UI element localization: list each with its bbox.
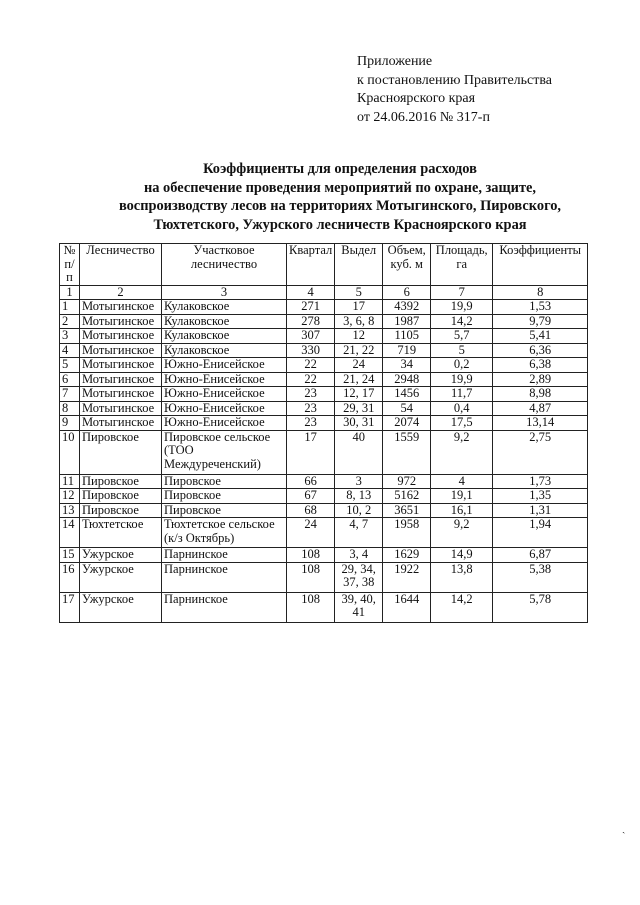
cell-volume: 1559: [383, 430, 431, 474]
cell-district-forestry: Парнинское: [162, 548, 287, 563]
cell-forestry: Мотыгинское: [80, 343, 162, 358]
column-index: 6: [383, 285, 431, 300]
cell-district-forestry: Парнинское: [162, 592, 287, 622]
scan-mark: ˎ: [622, 823, 626, 834]
cell-allotment: 3: [335, 474, 383, 489]
cell-forestry: Мотыгинское: [80, 314, 162, 329]
cell-volume: 972: [383, 474, 431, 489]
cell-district-forestry: Южно-Енисейское: [162, 387, 287, 402]
cell-row-number: 3: [60, 329, 80, 344]
header-quarter: Квартал: [287, 244, 335, 286]
cell-quarter: 22: [287, 358, 335, 373]
cell-forestry: Пировское: [80, 430, 162, 474]
cell-forestry: Мотыгинское: [80, 387, 162, 402]
cell-area: 17,5: [431, 416, 493, 431]
cell-coefficient: 6,38: [493, 358, 588, 373]
table-row: [60, 372, 588, 387]
cell-coefficient: 1,31: [493, 503, 588, 518]
cell-row-number: 9: [60, 416, 80, 431]
cell-forestry: Мотыгинское: [80, 358, 162, 373]
cell-allotment: 40: [335, 430, 383, 474]
cell-quarter: 22: [287, 372, 335, 387]
cell-quarter: 66: [287, 474, 335, 489]
header-coefficients: Коэффициенты: [493, 244, 588, 286]
cell-coefficient: 8,98: [493, 387, 588, 402]
cell-forestry: Пировское: [80, 474, 162, 489]
cell-area: 5,7: [431, 329, 493, 344]
cell-quarter: 108: [287, 592, 335, 622]
table-row: [60, 329, 588, 344]
table-row: [60, 300, 588, 315]
annex-line-resolution: к постановлению Правительства: [357, 72, 553, 88]
cell-area: 5: [431, 343, 493, 358]
table-row: [60, 401, 588, 416]
cell-coefficient: 1,73: [493, 474, 588, 489]
cell-volume: 2074: [383, 416, 431, 431]
cell-row-number: 10: [60, 430, 80, 474]
cell-forestry: Мотыгинское: [80, 329, 162, 344]
table-row: [60, 562, 588, 592]
cell-allotment: 8, 13: [335, 489, 383, 504]
cell-forestry: Мотыгинское: [80, 416, 162, 431]
cell-allotment: 3, 6, 8: [335, 314, 383, 329]
cell-volume: 1629: [383, 548, 431, 563]
column-index: 1: [60, 285, 80, 300]
cell-quarter: 307: [287, 329, 335, 344]
annex-line-region: Красноярского края: [357, 91, 476, 106]
cell-allotment: 21, 24: [335, 372, 383, 387]
cell-forestry: Мотыгинское: [80, 401, 162, 416]
column-index: 3: [162, 285, 287, 300]
cell-district-forestry: Кулаковское: [162, 314, 287, 329]
cell-quarter: 23: [287, 416, 335, 431]
header-allotment: Выдел: [335, 244, 383, 286]
header-forestry: Лесничество: [80, 244, 162, 286]
cell-volume: 1958: [383, 518, 431, 548]
cell-area: 19,1: [431, 489, 493, 504]
title-line: Тюхтетского, Ужурского лесничеств Красноярского края: [153, 216, 527, 233]
header-district-forestry: Участковое лесничество: [162, 244, 287, 286]
cell-volume: 1456: [383, 387, 431, 402]
cell-quarter: 108: [287, 562, 335, 592]
cell-area: 14,2: [431, 314, 493, 329]
cell-volume: 1922: [383, 562, 431, 592]
cell-row-number: 7: [60, 387, 80, 402]
cell-district-forestry: Парнинское: [162, 562, 287, 592]
cell-coefficient: 5,38: [493, 562, 588, 592]
table-row: [60, 503, 588, 518]
cell-allotment: 10, 2: [335, 503, 383, 518]
coefficients-table: [59, 243, 588, 623]
cell-coefficient: 6,36: [493, 343, 588, 358]
cell-coefficient: 1,35: [493, 489, 588, 504]
cell-volume: 1987: [383, 314, 431, 329]
table-row: [60, 592, 588, 622]
cell-forestry: Пировское: [80, 489, 162, 504]
cell-forestry: Ужурское: [80, 548, 162, 563]
column-index: 7: [431, 285, 493, 300]
column-index: 2: [80, 285, 162, 300]
table-row: [60, 314, 588, 329]
cell-row-number: 4: [60, 343, 80, 358]
annex-line-date: от 24.06.2016 № 317-п: [357, 109, 490, 125]
cell-allotment: 30, 31: [335, 416, 383, 431]
cell-quarter: 68: [287, 503, 335, 518]
annex-line-title: Приложение: [357, 54, 433, 69]
table-row: [60, 489, 588, 504]
cell-area: 16,1: [431, 503, 493, 518]
cell-row-number: 6: [60, 372, 80, 387]
cell-quarter: 330: [287, 343, 335, 358]
cell-area: 9,2: [431, 430, 493, 474]
cell-row-number: 1: [60, 300, 80, 315]
cell-coefficient: 4,87: [493, 401, 588, 416]
cell-row-number: 16: [60, 562, 80, 592]
cell-district-forestry: Кулаковское: [162, 329, 287, 344]
cell-row-number: 14: [60, 518, 80, 548]
table-row: [60, 416, 588, 431]
header-number: № п/п: [60, 244, 80, 286]
cell-allotment: 17: [335, 300, 383, 315]
cell-district-forestry: Пировское: [162, 474, 287, 489]
cell-forestry: Ужурское: [80, 562, 162, 592]
cell-quarter: 67: [287, 489, 335, 504]
cell-area: 13,8: [431, 562, 493, 592]
column-index: 8: [493, 285, 588, 300]
cell-row-number: 5: [60, 358, 80, 373]
cell-coefficient: 5,41: [493, 329, 588, 344]
cell-volume: 2948: [383, 372, 431, 387]
title-line: на обеспечение проведения мероприятий по охране, защите,: [143, 179, 537, 196]
cell-allotment: 3, 4: [335, 548, 383, 563]
cell-allotment: 21, 22: [335, 343, 383, 358]
cell-allotment: 29, 31: [335, 401, 383, 416]
cell-volume: 3651: [383, 503, 431, 518]
cell-area: 4: [431, 474, 493, 489]
cell-coefficient: 13,14: [493, 416, 588, 431]
cell-area: 14,9: [431, 548, 493, 563]
table-row: [60, 430, 588, 474]
cell-area: 19,9: [431, 372, 493, 387]
cell-area: 14,2: [431, 592, 493, 622]
cell-district-forestry: Южно-Енисейское: [162, 401, 287, 416]
cell-quarter: 278: [287, 314, 335, 329]
cell-coefficient: 2,75: [493, 430, 588, 474]
cell-volume: 1105: [383, 329, 431, 344]
cell-forestry: Тюхтетское: [80, 518, 162, 548]
cell-volume: 5162: [383, 489, 431, 504]
cell-allotment: 12, 17: [335, 387, 383, 402]
cell-coefficient: 1,53: [493, 300, 588, 315]
table-body: [60, 300, 588, 623]
cell-volume: 719: [383, 343, 431, 358]
column-index: 4: [287, 285, 335, 300]
cell-coefficient: 1,94: [493, 518, 588, 548]
cell-row-number: 15: [60, 548, 80, 563]
cell-quarter: 23: [287, 387, 335, 402]
document-title: [60, 160, 620, 234]
column-index-row: [60, 285, 588, 300]
table-row: [60, 518, 588, 548]
cell-coefficient: 6,87: [493, 548, 588, 563]
cell-district-forestry: Пировское: [162, 503, 287, 518]
cell-row-number: 12: [60, 489, 80, 504]
cell-allotment: 39, 40, 41: [335, 592, 383, 622]
cell-district-forestry: Кулаковское: [162, 343, 287, 358]
title-line: Коэффициенты для определения расходов: [203, 161, 477, 177]
cell-quarter: 24: [287, 518, 335, 548]
cell-allotment: 4, 7: [335, 518, 383, 548]
table-row: [60, 548, 588, 563]
table-row: [60, 358, 588, 373]
cell-row-number: 8: [60, 401, 80, 416]
cell-volume: 1644: [383, 592, 431, 622]
cell-area: 9,2: [431, 518, 493, 548]
cell-coefficient: 5,78: [493, 592, 588, 622]
cell-quarter: 17: [287, 430, 335, 474]
cell-allotment: 24: [335, 358, 383, 373]
title-line: воспроизводству лесов на территориях Мотыгинского, Пировского,: [118, 198, 562, 214]
cell-district-forestry: Южно-Енисейское: [162, 416, 287, 431]
cell-quarter: 271: [287, 300, 335, 315]
column-index: 5: [335, 285, 383, 300]
cell-district-forestry: Пировское: [162, 489, 287, 504]
cell-volume: 54: [383, 401, 431, 416]
cell-district-forestry: Пировское сельское (ТОО Междуреченский): [162, 430, 287, 474]
annex-block: [357, 53, 552, 127]
table-row: [60, 343, 588, 358]
cell-coefficient: 2,89: [493, 372, 588, 387]
cell-forestry: Мотыгинское: [80, 300, 162, 315]
cell-forestry: Ужурское: [80, 592, 162, 622]
cell-district-forestry: Южно-Енисейское: [162, 358, 287, 373]
header-area: Площадь, га: [431, 244, 493, 286]
cell-volume: 4392: [383, 300, 431, 315]
cell-row-number: 17: [60, 592, 80, 622]
cell-forestry: Пировское: [80, 503, 162, 518]
header-volume: Объем, куб. м: [383, 244, 431, 286]
header-row: [60, 244, 588, 286]
cell-district-forestry: Южно-Енисейское: [162, 372, 287, 387]
cell-coefficient: 9,79: [493, 314, 588, 329]
cell-row-number: 13: [60, 503, 80, 518]
cell-district-forestry: Кулаковское: [162, 300, 287, 315]
cell-row-number: 2: [60, 314, 80, 329]
table-row: [60, 474, 588, 489]
cell-district-forestry: Тюхтетское сельское (к/з Октябрь): [162, 518, 287, 548]
cell-quarter: 108: [287, 548, 335, 563]
cell-quarter: 23: [287, 401, 335, 416]
cell-allotment: 29, 34, 37, 38: [335, 562, 383, 592]
cell-row-number: 11: [60, 474, 80, 489]
cell-forestry: Мотыгинское: [80, 372, 162, 387]
cell-area: 11,7: [431, 387, 493, 402]
cell-area: 19,9: [431, 300, 493, 315]
table-row: [60, 387, 588, 402]
cell-area: 0,2: [431, 358, 493, 373]
cell-area: 0,4: [431, 401, 493, 416]
cell-allotment: 12: [335, 329, 383, 344]
cell-volume: 34: [383, 358, 431, 373]
